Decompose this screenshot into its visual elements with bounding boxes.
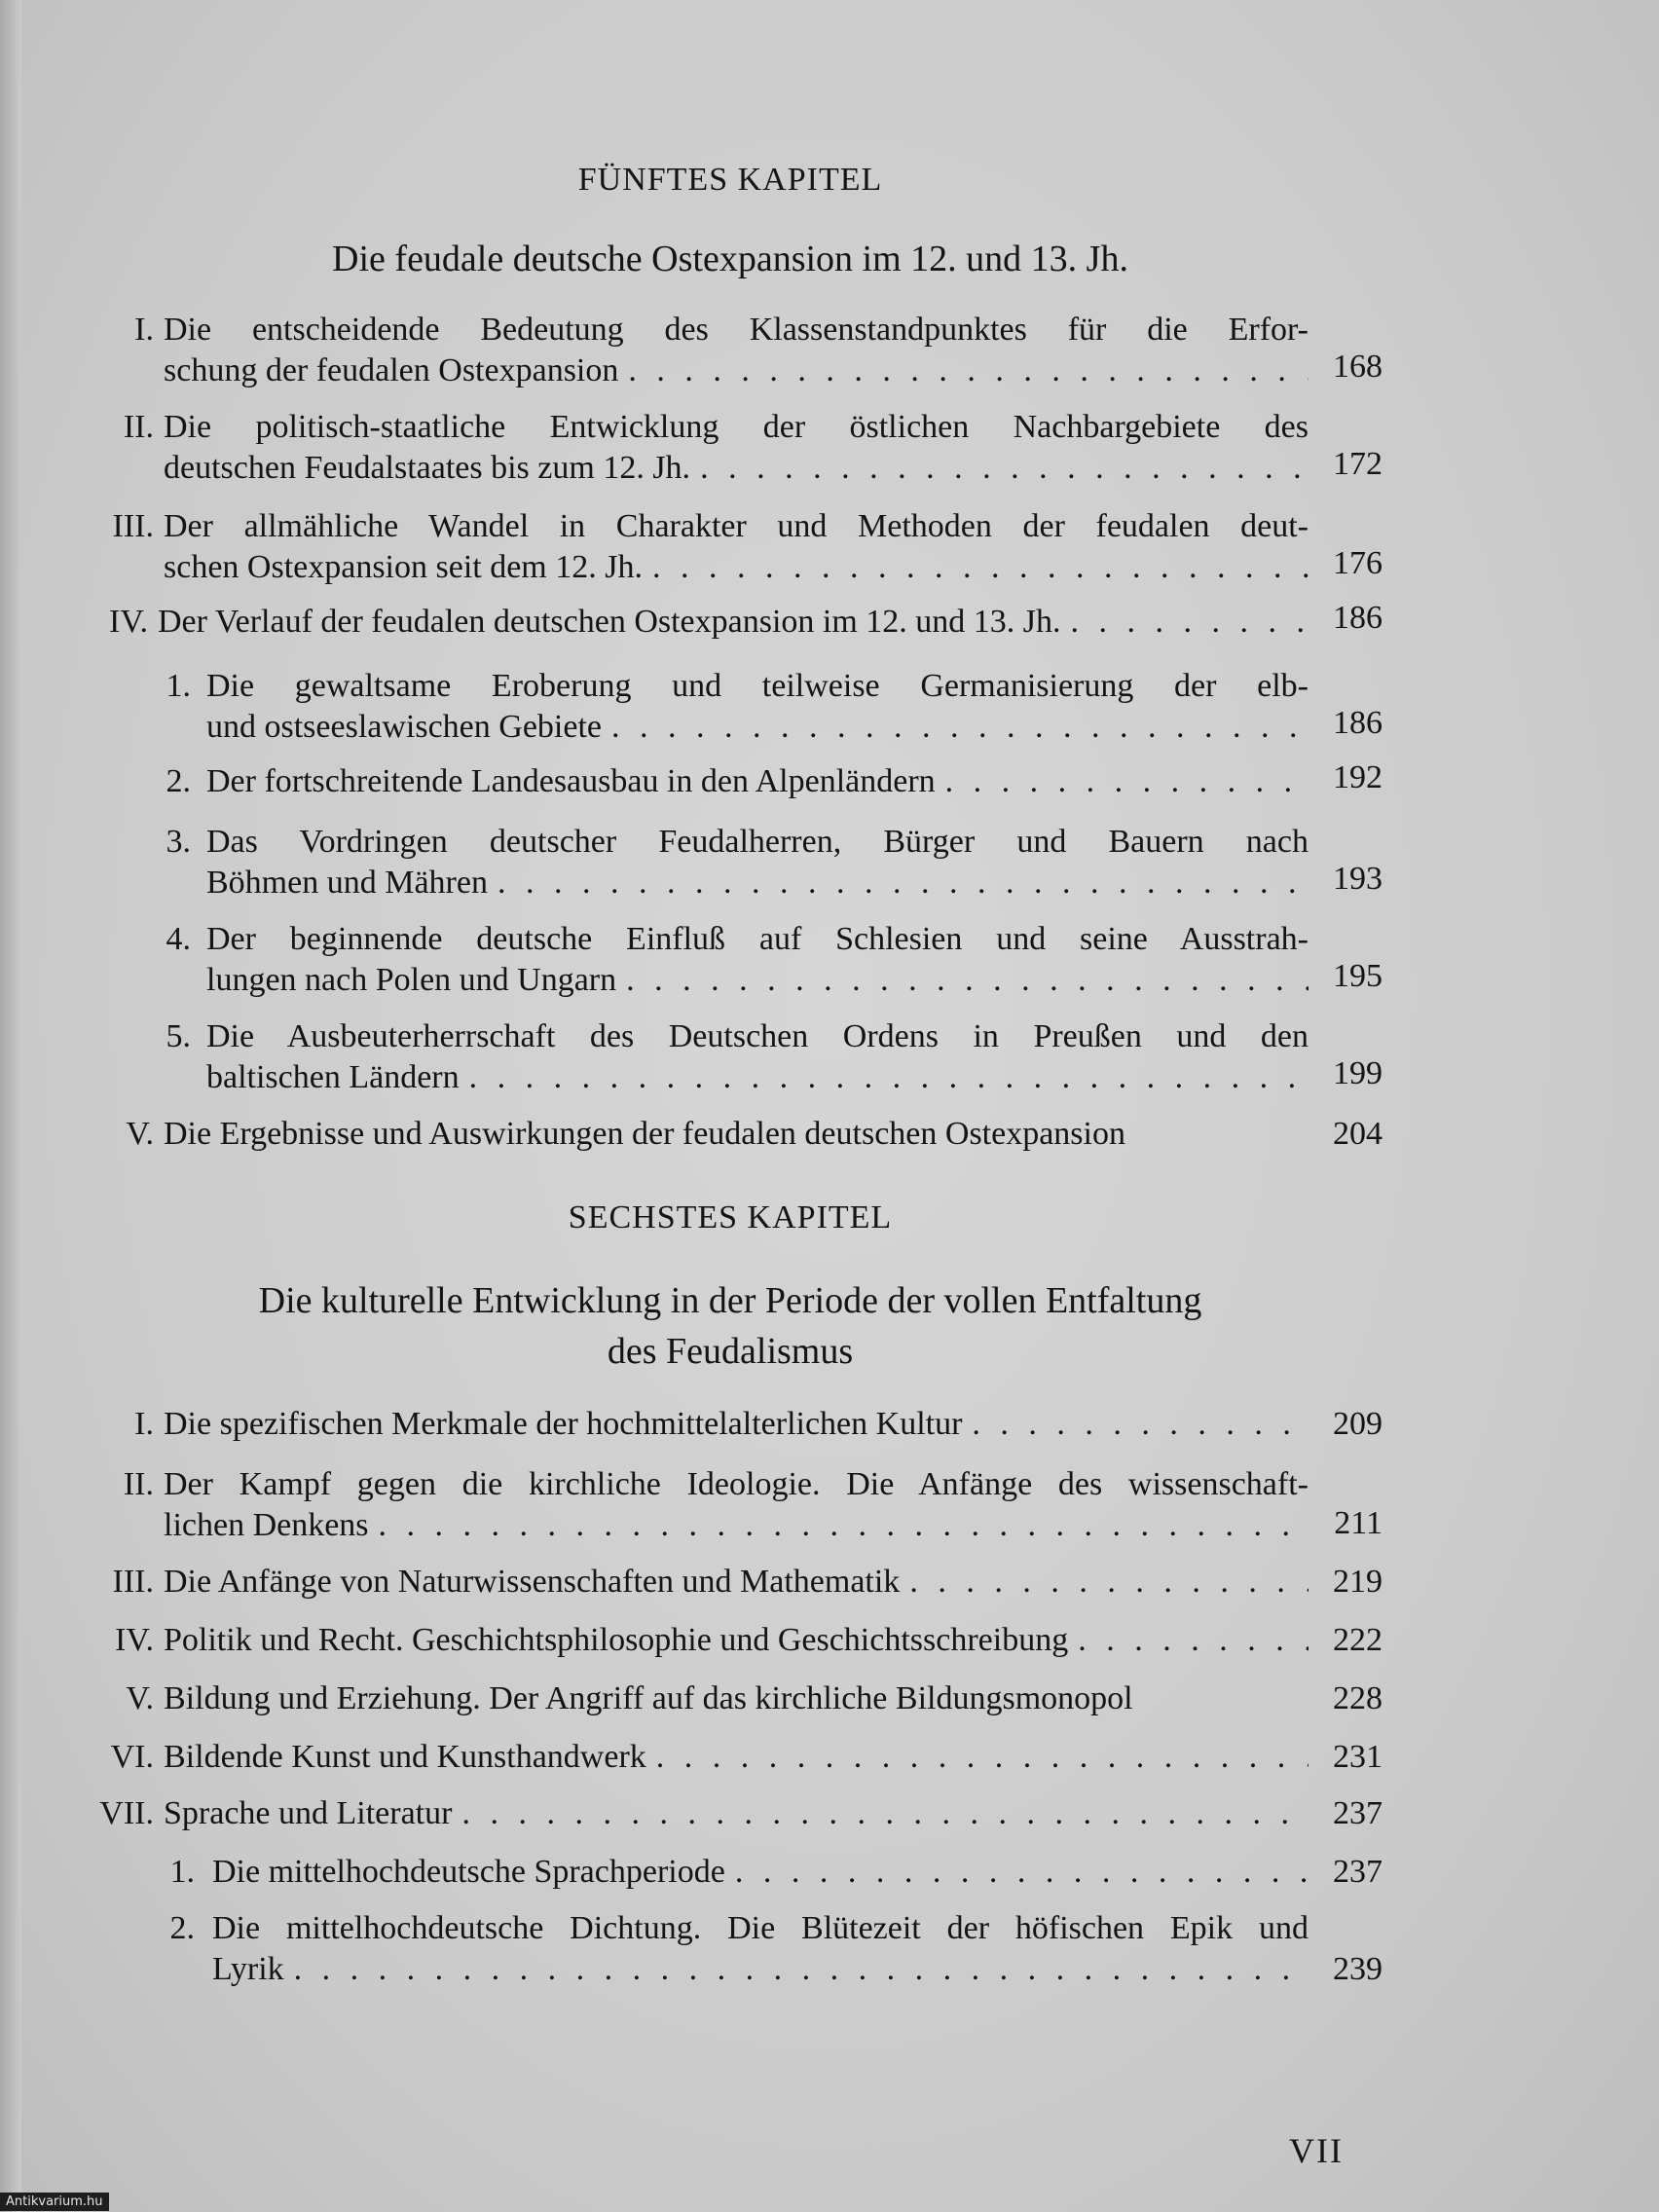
- entry-number: 1.: [169, 1854, 195, 1890]
- dot-leader: [700, 450, 1309, 487]
- entry-number: 5.: [166, 1018, 191, 1054]
- entry-number: 2.: [169, 1910, 195, 1946]
- entry-page-number: 193: [1333, 861, 1382, 897]
- entry-line-leader: [164, 352, 1309, 389]
- entry-line: Bildende Kunst und Kunsthandwerk: [164, 1739, 646, 1775]
- watermark: Antikvarium.hu: [0, 2193, 109, 2211]
- entry-line-leader: [206, 962, 1309, 999]
- entry-line-leader: [164, 1739, 1309, 1776]
- entry-page-number: 209: [1333, 1406, 1382, 1442]
- entry-page-number: 168: [1333, 349, 1382, 385]
- entry-line: Bildung und Erziehung. Der Angriff auf das kirchliche Bildungsmonopol: [164, 1680, 1133, 1716]
- entry-number: IV.: [109, 604, 148, 640]
- entry-line: Der beginnende deutsche Einfluß auf Schlesien und seine Ausstrah-: [206, 921, 1309, 957]
- dot-leader: [652, 549, 1309, 586]
- entry-line-leader: [158, 604, 1309, 641]
- entry-page-number: 237: [1333, 1854, 1382, 1890]
- entry-line: Das Vordringen deutscher Feudalherren, Bürger und Bauern nach: [206, 824, 1309, 860]
- entry-line: Die Ergebnisse und Auswirkungen der feudalen deutschen Ostexpansion: [164, 1116, 1125, 1152]
- dot-leader: [1071, 604, 1309, 641]
- entry-page-number: 186: [1333, 705, 1382, 741]
- entry-line-leader: [164, 549, 1309, 586]
- entry-number: I.: [134, 1406, 154, 1442]
- dot-leader: [909, 1564, 1309, 1601]
- entry-line: Die spezifischen Merkmale der hochmittelalterlichen Kultur: [164, 1406, 963, 1442]
- entry-page-number: 211: [1334, 1505, 1382, 1541]
- entry-line: Der Kampf gegen die kirchliche Ideologie. Die Anfänge des wissenschaft-: [164, 1466, 1309, 1502]
- entry-number: V.: [126, 1680, 154, 1716]
- entry-line: deutschen Feudalstaates bis zum 12. Jh.: [164, 450, 691, 486]
- entry-line: Politik und Recht. Geschichtsphilosophie und Geschichtsschreibung: [164, 1622, 1069, 1658]
- entry-number: II.: [123, 1466, 154, 1502]
- entry-number: II.: [123, 409, 154, 445]
- entry-line: lichen Denkens: [164, 1507, 369, 1543]
- dot-leader: [294, 1951, 1309, 1988]
- entry-page-number: 195: [1333, 958, 1382, 994]
- entry-number: IV.: [115, 1622, 154, 1658]
- entry-line-leader: [164, 1507, 1309, 1544]
- dot-leader: [469, 1059, 1309, 1096]
- entry-number: III.: [112, 1564, 154, 1600]
- dot-leader: [611, 709, 1309, 746]
- entry-line: und ostseeslawischen Gebiete: [206, 709, 602, 745]
- entry-line: Die mittelhochdeutsche Dichtung. Die Blütezeit der höfischen Epik und: [212, 1910, 1309, 1946]
- entry-number: 4.: [166, 921, 191, 957]
- entry-line: Die Anfänge von Naturwissenschaften und Mathematik: [164, 1564, 901, 1600]
- entry-line: Die entscheidende Bedeutung des Klassenstandpunktes für die Erfor-: [164, 312, 1309, 348]
- entry-line-leader: [206, 763, 1309, 800]
- entry-line: Böhmen und Mähren: [206, 865, 488, 901]
- entry-number: III.: [112, 508, 154, 544]
- entry-page-number: 222: [1333, 1622, 1382, 1658]
- dot-leader: [628, 352, 1309, 389]
- entry-line: Der fortschreitende Landesausbau in den Alpenländern: [206, 763, 936, 799]
- dot-leader: [972, 1406, 1309, 1443]
- entry-number: 2.: [166, 763, 191, 799]
- dot-leader: [735, 1854, 1309, 1891]
- entry-page-number: 231: [1333, 1739, 1382, 1775]
- entry-line-leader: [206, 709, 1309, 746]
- entry-line: Die politisch-staatliche Entwicklung der östlichen Nachbargebiete des: [164, 409, 1309, 445]
- entry-line: baltischen Ländern: [206, 1059, 460, 1095]
- entry-page-number: 186: [1333, 600, 1382, 636]
- entry-line-leader: [164, 450, 1309, 487]
- entry-number: 1.: [166, 668, 191, 704]
- entry-page-number: 237: [1333, 1795, 1382, 1831]
- entry-line: Die Ausbeuterherrschaft des Deutschen Ordens in Preußen und den: [206, 1018, 1309, 1054]
- chapter-title-continued: des Feudalismus: [607, 1331, 854, 1372]
- dot-leader: [1078, 1622, 1309, 1659]
- dot-leader: [461, 1795, 1309, 1832]
- entry-line-leader: [164, 1795, 1309, 1832]
- entry-line-leader: [206, 865, 1309, 902]
- entry-number: 3.: [166, 824, 191, 860]
- chapter-heading: FÜNFTES KAPITEL: [577, 162, 883, 198]
- entry-line: Lyrik: [212, 1951, 284, 1987]
- entry-line-leader: [164, 1622, 1309, 1659]
- entry-page-number: 176: [1333, 545, 1382, 581]
- entry-page-number: 172: [1333, 446, 1382, 482]
- entry-line-leader: [164, 1406, 1309, 1443]
- entry-number: I.: [134, 312, 154, 348]
- entry-line: Der Verlauf der feudalen deutschen Ostexpansion im 12. und 13. Jh.: [158, 604, 1061, 640]
- chapter-title: Die feudale deutsche Ostexpansion im 12. und 13. Jh.: [332, 239, 1128, 279]
- chapter-title: Die kulturelle Entwicklung in der Periode der vollen Entfaltung: [258, 1280, 1202, 1321]
- entry-number: VII.: [99, 1795, 154, 1831]
- entry-line: Sprache und Literatur: [164, 1795, 453, 1831]
- entry-page-number: 192: [1333, 759, 1382, 795]
- entry-line: schen Ostexpansion seit dem 12. Jh.: [164, 549, 643, 585]
- dot-leader: [945, 763, 1309, 800]
- entry-number: V.: [126, 1116, 154, 1152]
- entry-line: lungen nach Polen und Ungarn: [206, 962, 617, 998]
- entry-line-leader: [164, 1564, 1309, 1601]
- chapter-heading: SECHSTES KAPITEL: [568, 1199, 893, 1235]
- entry-line: Die gewaltsame Eroberung und teilweise Germanisierung der elb-: [206, 668, 1309, 704]
- entry-page-number: 239: [1333, 1951, 1382, 1987]
- dot-leader: [656, 1739, 1309, 1776]
- entry-page-number: 228: [1333, 1680, 1382, 1716]
- entry-line: Die mittelhochdeutsche Sprachperiode: [212, 1854, 725, 1890]
- entry-line-leader: [206, 1059, 1309, 1096]
- dot-leader: [379, 1507, 1309, 1544]
- dot-leader: [626, 962, 1309, 999]
- entry-line-leader: [212, 1854, 1309, 1891]
- entry-line-leader: [212, 1951, 1309, 1988]
- entry-number: VI.: [110, 1739, 154, 1775]
- entry-page-number: 204: [1333, 1116, 1382, 1152]
- entry-page-number: 199: [1333, 1055, 1382, 1091]
- dot-leader: [498, 865, 1309, 902]
- entry-page-number: 219: [1333, 1564, 1382, 1600]
- entry-line: Der allmähliche Wandel in Charakter und Methoden der feudalen deut-: [164, 508, 1309, 544]
- page-number: VII: [1289, 2131, 1344, 2170]
- entry-line: schung der feudalen Ostexpansion: [164, 352, 619, 388]
- page-edge-shadow: [0, 0, 21, 2212]
